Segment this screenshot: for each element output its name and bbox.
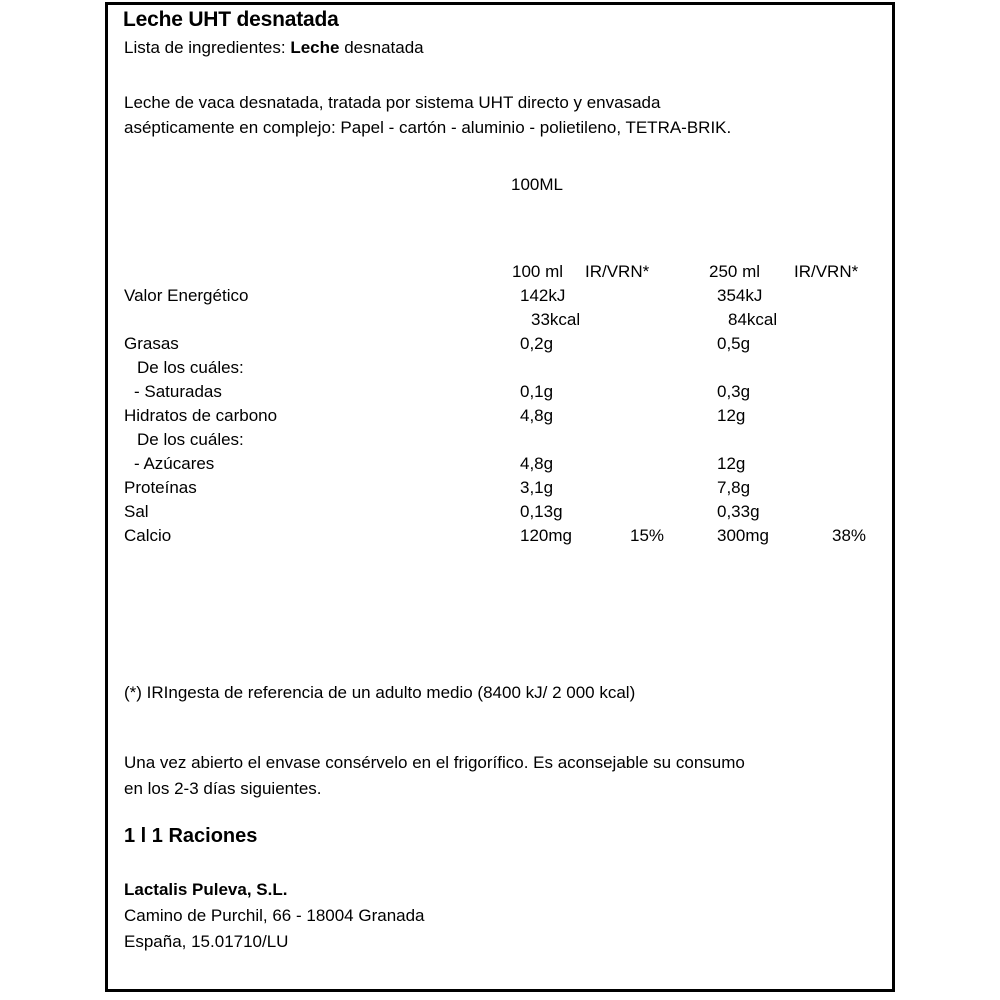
row-label: - Azúcares	[134, 454, 215, 473]
description-line-1: Leche de vaca desnatada, tratada por sistema UHT directo y envasada	[124, 93, 661, 112]
ingredients-line	[124, 38, 424, 58]
nutrition-label-frame	[105, 2, 895, 992]
manufacturer-address: Camino de Purchil, 66 - 18004 Granada	[124, 906, 425, 925]
page-title: Leche UHT desnatada	[123, 8, 339, 31]
servings-info: 1 l 1 Raciones	[124, 825, 258, 847]
row-value-100ml: 4,8g	[520, 406, 554, 425]
row-value-100ml: 33kcal	[531, 310, 581, 329]
row-label: Proteínas	[124, 478, 197, 497]
ingredients-label: Lista de ingredientes:	[124, 38, 291, 57]
row-label: Calcio	[124, 526, 172, 545]
table-row	[108, 334, 892, 358]
row-value-250ml: 7,8g	[717, 478, 751, 497]
row-value-250ml: 0,5g	[717, 334, 751, 353]
table-row	[108, 286, 892, 310]
row-value-250ml: 354kJ	[717, 286, 763, 305]
table-row	[108, 406, 892, 430]
header-250ml: 250 ml	[709, 262, 761, 281]
row-value-100ml: 142kJ	[520, 286, 566, 305]
header-100ml: 100 ml	[512, 262, 564, 281]
irvrn-footnote: (*) IRIngesta de referencia de un adulto medio (8400 kJ/ 2 000 kcal)	[124, 683, 636, 702]
row-percent-100ml: 15%	[630, 526, 665, 545]
row-value-100ml: 4,8g	[520, 454, 554, 473]
storage-line-2: en los 2-3 días siguientes.	[124, 779, 322, 798]
table-row	[108, 430, 892, 454]
table-row	[108, 526, 892, 550]
row-value-100ml: 0,1g	[520, 382, 554, 401]
storage-instructions	[124, 750, 886, 802]
row-value-250ml: 12g	[717, 406, 746, 425]
table-row	[108, 478, 892, 502]
header-irvrn-250ml: IR/VRN*	[794, 262, 859, 281]
description-line-2: asépticamente en complejo: Papel - cartón - aluminio - polietileno, TETRA-BRIK.	[124, 118, 732, 137]
ingredients-rest: desnatada	[339, 38, 424, 57]
row-value-100ml: 3,1g	[520, 478, 554, 497]
manufacturer-block	[124, 877, 425, 955]
ingredients-primary: Leche	[290, 38, 340, 57]
product-description	[124, 90, 884, 140]
row-label: Grasas	[124, 334, 179, 353]
manufacturer-name: Lactalis Puleva, S.L.	[124, 880, 288, 899]
header-irvrn-100ml: IR/VRN*	[585, 262, 650, 281]
row-label: - Saturadas	[134, 382, 222, 401]
table-row	[108, 358, 892, 382]
manufacturer-country: España, 15.01710/LU	[124, 932, 289, 951]
row-value-250ml: 0,33g	[717, 502, 760, 521]
table-row	[108, 310, 892, 334]
row-value-250ml: 84kcal	[728, 310, 778, 329]
table-row	[108, 502, 892, 526]
table-header-row	[108, 262, 892, 286]
row-label: De los cuáles:	[137, 430, 244, 449]
row-label: Sal	[124, 502, 149, 521]
row-value-100ml: 0,2g	[520, 334, 554, 353]
row-percent-250ml: 38%	[832, 526, 867, 545]
nutrition-table	[108, 262, 892, 550]
row-label: De los cuáles:	[137, 358, 244, 377]
table-row	[108, 382, 892, 406]
row-value-100ml: 120mg	[520, 526, 572, 545]
row-value-250ml: 12g	[717, 454, 746, 473]
row-value-250ml: 0,3g	[717, 382, 751, 401]
serving-size-caption: 100ML	[511, 175, 563, 194]
row-label: Valor Energético	[124, 286, 249, 305]
row-value-100ml: 0,13g	[520, 502, 563, 521]
storage-line-1: Una vez abierto el envase consérvelo en el frigorífico. Es aconsejable su consumo	[124, 753, 745, 772]
table-row	[108, 454, 892, 478]
row-label: Hidratos de carbono	[124, 406, 278, 425]
row-value-250ml: 300mg	[717, 526, 769, 545]
